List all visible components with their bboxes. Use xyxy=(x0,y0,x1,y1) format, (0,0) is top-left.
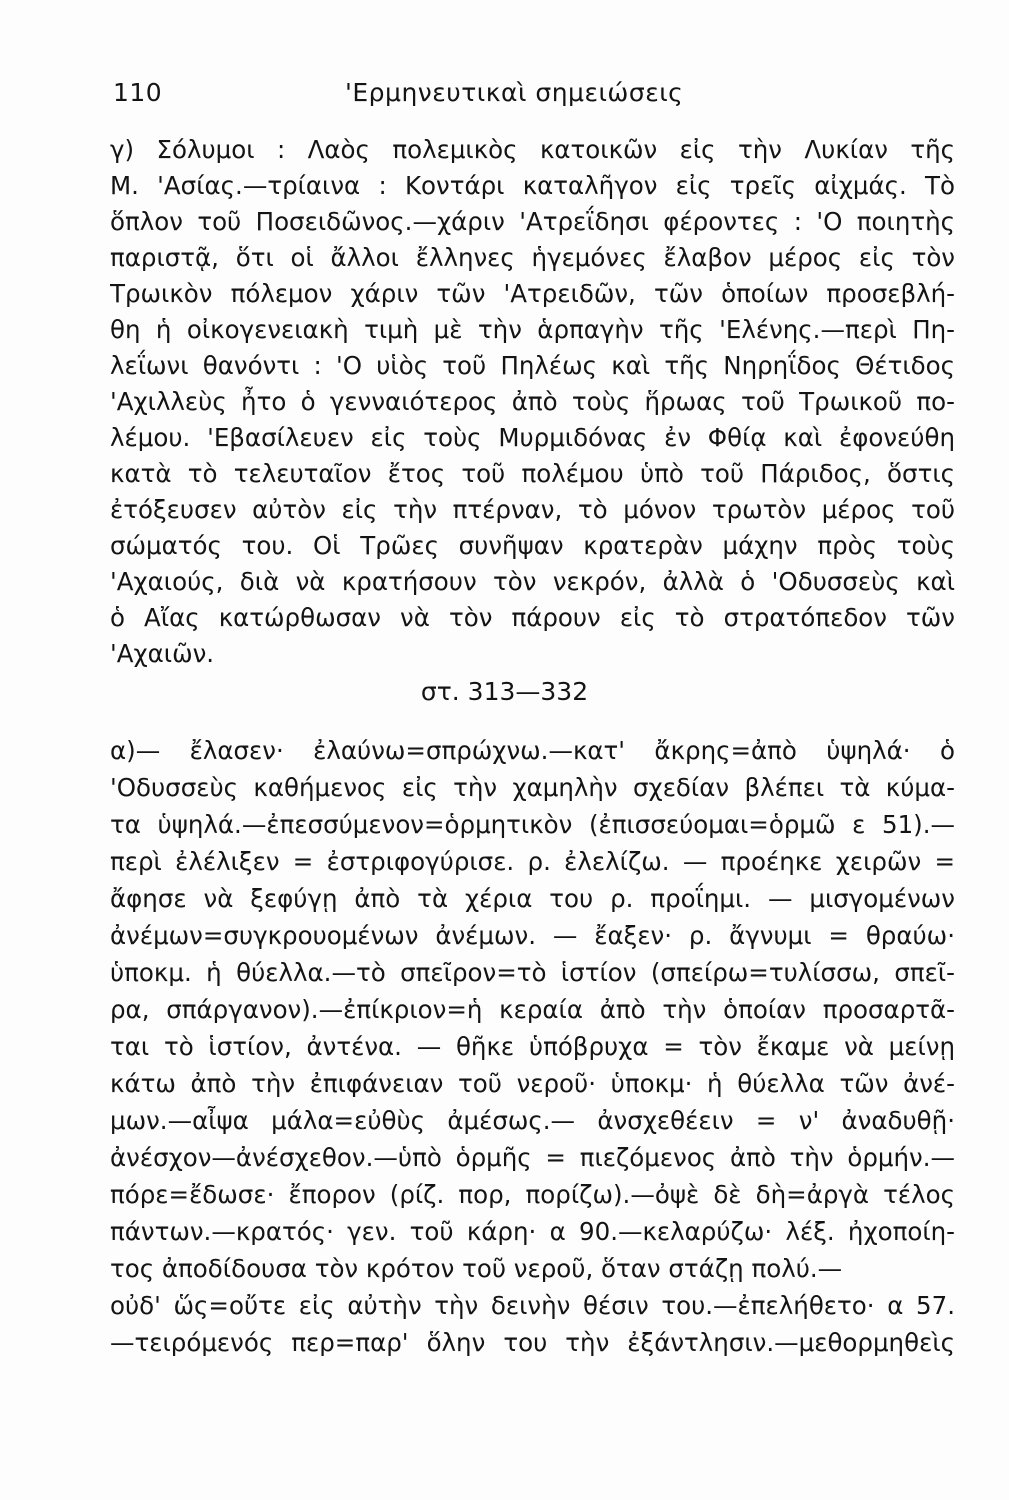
text-line: θη ἡ οἰκογενειακὴ τιμὴ μὲ τὴν ἁρπαγὴν τῆς 'Ελένης.—περὶ Πη- xyxy=(110,315,955,344)
text-line: ὁ Αἴας κατώρθωσαν νὰ τὸν πάρουν εἰς τὸ στρατόπεδον τῶν xyxy=(110,603,955,632)
text-line: 'Αχαιούς, διὰ νὰ κρατήσουν τὸν νεκρόν, ἀλλὰ ὁ 'Οδυσσεὺς καὶ xyxy=(110,567,955,596)
text-line: ἐτόξευσεν αὐτὸν εἰς τὴν πτέρναν, τὸ μόνον τρωτὸν μέρος τοῦ xyxy=(110,495,955,524)
text-line: σώματός του. Οἱ Τρῶες συνῆψαν κρατερὰν μάχην πρὸς τοὺς xyxy=(110,531,955,560)
running-header xyxy=(113,78,913,107)
text-line: ται τὸ ἱστίον, ἀντένα. — θῆκε ὑπόβρυχα = τὸν ἔκαμε νὰ μείνῃ xyxy=(110,1032,955,1061)
text-line: οὐδ' ὥς=οὔτε εἰς αὐτὴν τὴν δεινὴν θέσιν του.—ἐπελήθετο· α 57. xyxy=(110,1291,955,1320)
text-line: μων.—αἶψα μάλα=εὐθὺς ἀμέσως.— ἀνσχεθέειν = ν' ἀναδυθῇ· xyxy=(110,1106,955,1135)
text-line: ἀνέσχον—ἀνέσχεθον.—ὑπὸ ὁρμῆς = πιεζόμενος ἀπὸ τὴν ὁρμήν.— xyxy=(110,1143,955,1172)
text-line: παριστᾷ, ὅτι οἱ ἄλλοι ἔλληνες ἡγεμόνες ἔλαβον μέρος εἰς τὸν xyxy=(110,243,955,272)
text-line: Μ. 'Ασίας.—τρίαινα : Κοντάρι καταλῆγον εἰς τρεῖς αἰχμάς. Τὸ xyxy=(110,171,955,200)
page-number: 110 xyxy=(113,78,163,107)
text-line: 'Αχαιῶν. xyxy=(110,639,215,668)
text-line: —τειρόμενός περ=παρ' ὅλην του τὴν ἐξάντλησιν.—μεθορμηθεὶς xyxy=(110,1328,955,1357)
text-line: τα ὑψηλά.—ἐπεσσύμενον=ὁρμητικὸν (ἐπισσεύομαι=ὁρμῶ ε 51).— xyxy=(110,810,955,839)
text-line: Τρωικὸν πόλεμον χάριν τῶν 'Ατρειδῶν, τῶν ὁποίων προσεβλή- xyxy=(110,279,955,308)
text-line: ρα, σπάργανον).—ἐπίκριον=ἡ κεραία ἀπὸ τὴν ὁποίαν προσαρτᾶ- xyxy=(110,995,955,1024)
text-line: τος ἀποδίδουσα τὸν κρότον τοῦ νεροῦ, ὅταν στάζῃ πολύ.— xyxy=(110,1254,843,1283)
text-line: περὶ ἐλέλιξεν = ἐστριφογύρισε. ρ. ἐλελίζω. — προέηκε χειρῶν = xyxy=(110,847,955,876)
text-line: λεΐωνι θανόντι : 'Ο υἱὸς τοῦ Πηλέως καὶ τῆς Νηρηΐδος Θέτιδος xyxy=(110,351,955,380)
text-line: ὑποκμ. ἡ θύελλα.—τὸ σπεῖρον=τὸ ἱστίον (σπείρω=τυλίσσω, σπεῖ- xyxy=(110,958,955,987)
text-line: ἀνέμων=συγκρουομένων ἀνέμων. — ἔαξεν· ρ. ἄγνυμι = θραύω· xyxy=(110,921,955,950)
text-line: κάτω ἀπὸ τὴν ἐπιφάνειαν τοῦ νεροῦ· ὑποκμ· ἡ θύελλα τῶν ἀνέ- xyxy=(110,1069,955,1098)
text-line: 'Αχιλλεὺς ἦτο ὁ γενναιότερος ἀπὸ τοὺς ἥρωας τοῦ Τρωικοῦ πο- xyxy=(110,387,955,416)
running-title: 'Ερμηνευτικαὶ σημειώσεις xyxy=(345,78,684,107)
text-line: 'Οδυσσεὺς καθήμενος εἰς τὴν χαμηλὴν σχεδίαν βλέπει τὰ κύμα- xyxy=(110,773,955,802)
text-line: πόρε=ἔδωσε· ἔπορον (ρίζ. πορ, πορίζω).—ὀψὲ δὲ δὴ=ἀργὰ τέλος xyxy=(110,1180,955,1209)
text-line: κατὰ τὸ τελευταῖον ἔτος τοῦ πολέμου ὑπὸ τοῦ Πάριδος, ὅστις xyxy=(110,459,955,488)
verse-range-heading: στ. 313—332 xyxy=(420,677,589,706)
text-line: λέμου. 'Εβασίλευεν εἰς τοὺς Μυρμιδόνας ἐν Φθίᾳ καὶ ἐφονεύθη xyxy=(110,423,955,452)
text-line: ὅπλον τοῦ Ποσειδῶνος.—χάριν 'Ατρεΐδησι φέροντες : 'Ο ποιητὴς xyxy=(110,207,955,236)
text-line: ἄφησε νὰ ξεφύγῃ ἀπὸ τὰ χέρια του ρ. προΐημι. — μισγομένων xyxy=(110,884,955,913)
text-line: γ) Σόλυμοι : Λαὸς πολεμικὸς κατοικῶν εἰς τὴν Λυκίαν τῆς xyxy=(110,135,955,164)
text-line: πάντων.—κρατός· γεν. τοῦ κάρη· α 90.—κελαρύζω· λέξ. ἠχοποίη- xyxy=(110,1217,955,1246)
text-line: α)— ἔλασεν· ἐλαύνω=σπρώχνω.—κατ' ἄκρης=ἀπὸ ὑψηλά· ὁ xyxy=(110,736,955,765)
